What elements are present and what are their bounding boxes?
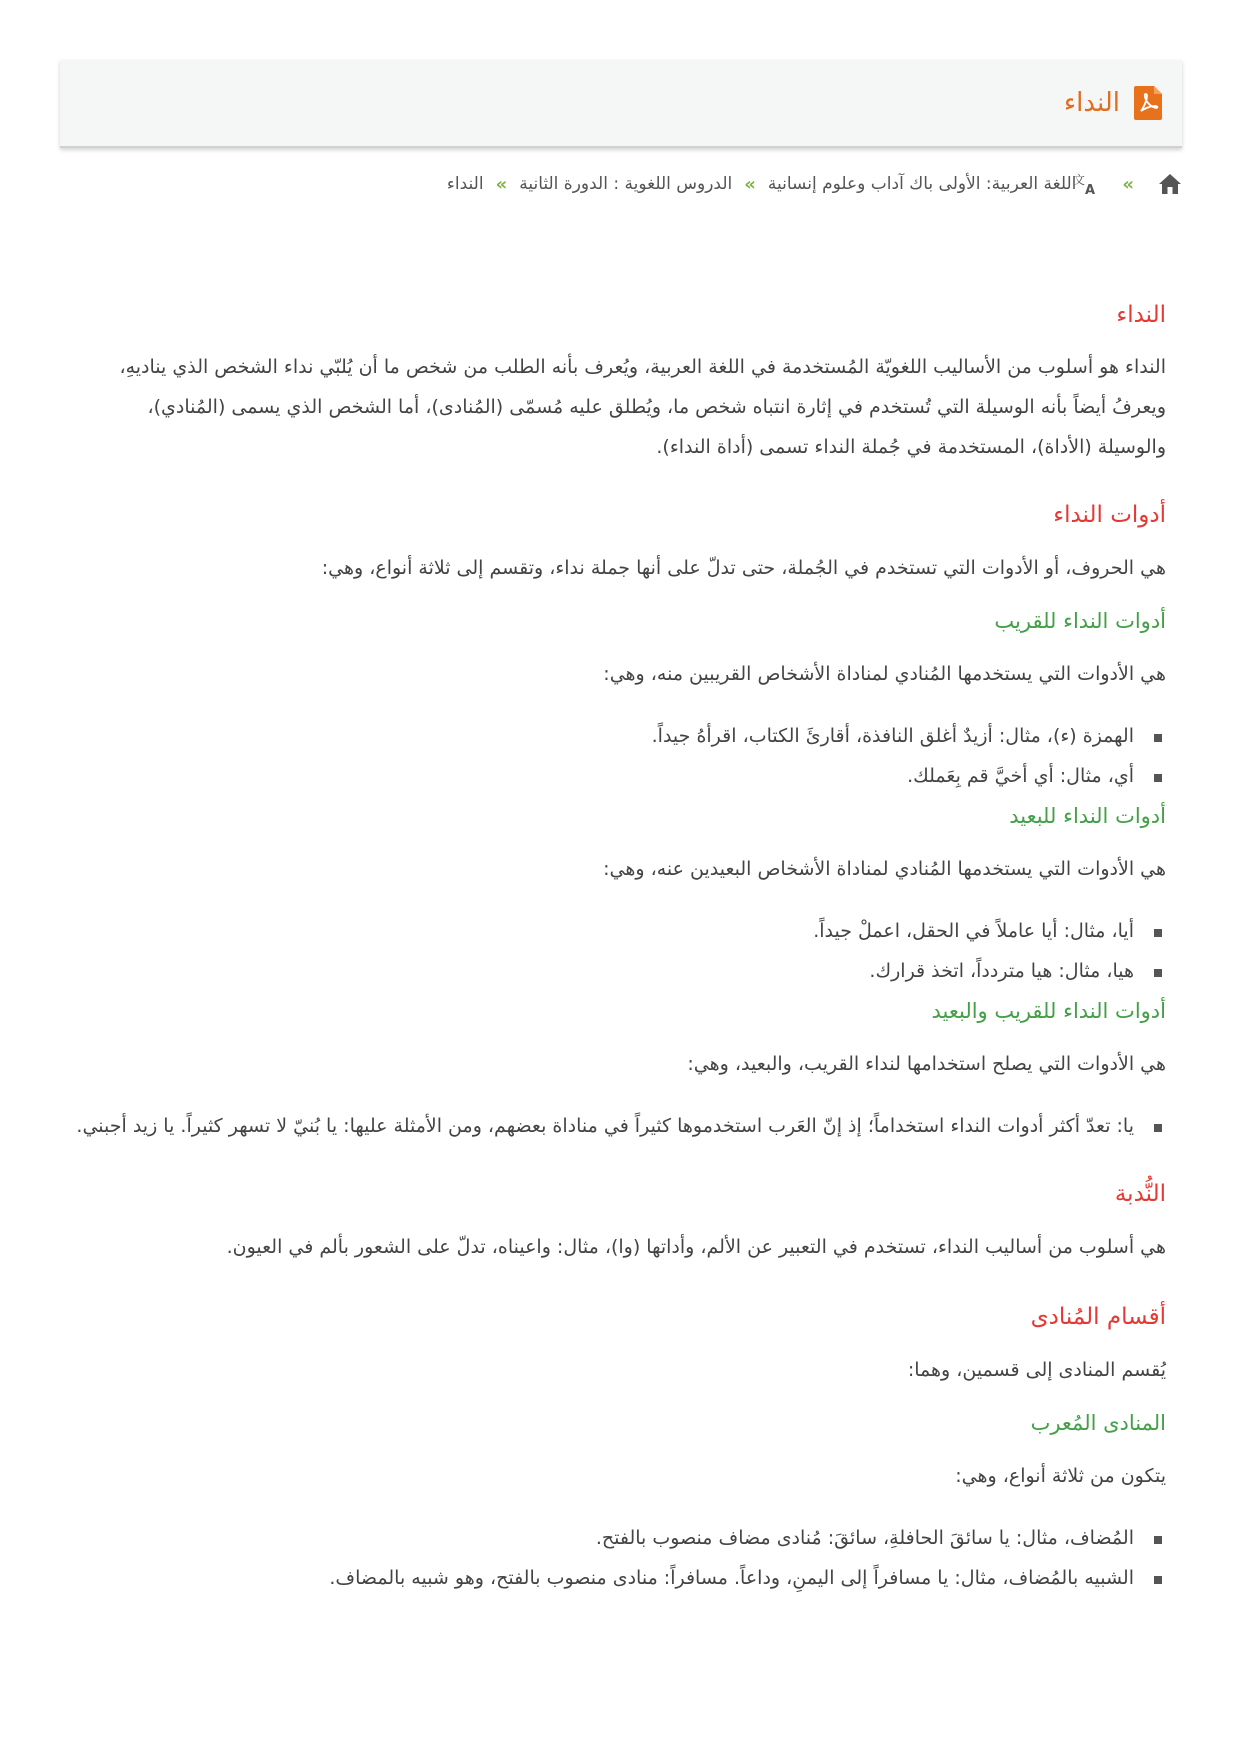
near-tools-list	[76, 716, 1166, 796]
svg-text:文: 文	[1073, 173, 1086, 187]
list-item: المُضاف، مثال: يا سائقَ الحافلةِ، سائقَ: مُنادى مضاف منصوب بالفتح.	[76, 1518, 1134, 1558]
article-content	[76, 295, 1166, 1598]
breadcrumb-item-course[interactable]: اللغة العربية: الأولى باك آداب وعلوم إنسانية	[767, 174, 1077, 194]
page-title: النداء	[1063, 88, 1120, 118]
both-tools-list	[76, 1106, 1166, 1146]
svg-text:A: A	[1085, 183, 1096, 198]
paragraph: هي الأدوات التي يستخدمها المُنادي لمناداة الأشخاص القريبين منه، وهي:	[603, 663, 1166, 685]
section-heading: النداء	[1116, 302, 1166, 328]
breadcrumb-separator: »	[744, 173, 756, 195]
paragraph: يتكون من ثلاثة أنواع، وهي:	[955, 1465, 1166, 1487]
list-item: الشبيه بالمُضاف، مثال: يا مسافراً إلى اليمنِ، وداعاً. مسافراً: منادى منصوب بالفتح، وهو شبيه بالمضاف.	[76, 1558, 1134, 1598]
page-header	[60, 60, 1182, 148]
far-tools-list	[76, 911, 1166, 991]
paragraph: هي الحروف، أو الأدوات التي تستخدم في الجُملة، حتى تدلّ على أنها جملة نداء، وتقسم إلى ثلاثة أنواع، وهي:	[321, 557, 1166, 579]
paragraph: يُقسم المنادى إلى قسمين، وهما:	[907, 1359, 1166, 1381]
list-item: يا: تعدّ أكثر أدوات النداء استخداماً؛ إذ إنّ العَرب استخدموها كثيراً في مناداة بعضهم، ومن الأمثلة عليها: يا بُنيّ لا تسهر كثيراً. يا زيد أجبني.	[76, 1106, 1134, 1146]
paragraph: هي الأدوات التي يستخدمها المُنادي لمناداة الأشخاص البعيدين عنه، وهي:	[603, 858, 1166, 880]
section-heading: أدوات النداء	[1053, 502, 1166, 528]
paragraph: هي الأدوات التي يصلح استخدامها لنداء القريب، والبعيد، وهي:	[687, 1053, 1166, 1075]
list-item: الهمزة (ء)، مثال: أزيدٌ أغلق النافذة، أقارئَ الكتاب، اقرأهُ جيداً.	[76, 716, 1134, 756]
breadcrumb-separator: »	[1122, 173, 1134, 195]
breadcrumb-item-lessons[interactable]: الدروس اللغوية : الدورة الثانية	[519, 174, 733, 194]
list-item: أي، مثال: أي أخيَّ قم بِعَملك.	[76, 756, 1134, 796]
list-item: هيا، مثال: هيا متردداً، اتخذ قرارك.	[76, 951, 1134, 991]
subsection-heading: المنادى المُعرب	[1030, 1411, 1166, 1435]
home-icon[interactable]	[1158, 173, 1182, 195]
subsection-heading: أدوات النداء للبعيد	[1009, 804, 1166, 828]
subsection-heading: أدوات النداء للقريب والبعيد	[931, 999, 1166, 1023]
translate-icon	[1073, 172, 1110, 198]
subsection-heading: أدوات النداء للقريب	[994, 609, 1166, 633]
paragraph: هي أسلوب من أساليب النداء، تستخدم في التعبير عن الألم، وأداتها (وا)، مثال: واعيناه، تدلّ على الشعور بألم في العيون.	[226, 1236, 1166, 1258]
breadcrumb-item-current: النداء	[446, 174, 484, 194]
pdf-icon[interactable]	[1134, 86, 1162, 120]
section-heading: النُّدبة	[1114, 1181, 1166, 1207]
section-heading: أقسام المُنادى	[1030, 1304, 1166, 1330]
paragraph: النداء هو أسلوب من الأساليب اللغويّة المُستخدمة في اللغة العربية، ويُعرف بأنه الطلب من شخص ما أن يُلبّي نداء الشخص الذي يناديهِ، ويعرفُ أيضاً بأنه الوسيلة التي تُستخدم في إثارة انتباه شخص ما، ويُطلق عليه مُسمّى (المُنادى)، أما الشخص الذي يسمى (المُنادي)، والوسيلة (الأداة)، المستخدمة في جُملة النداء تسمى (أداة النداء).	[119, 356, 1166, 458]
list-item: أيا، مثال: أيا عاملاً في الحقل، اعملْ جيداً.	[76, 911, 1134, 951]
breadcrumb-separator: »	[495, 173, 508, 195]
breadcrumb	[82, 166, 1182, 202]
muarab-list	[76, 1518, 1166, 1598]
